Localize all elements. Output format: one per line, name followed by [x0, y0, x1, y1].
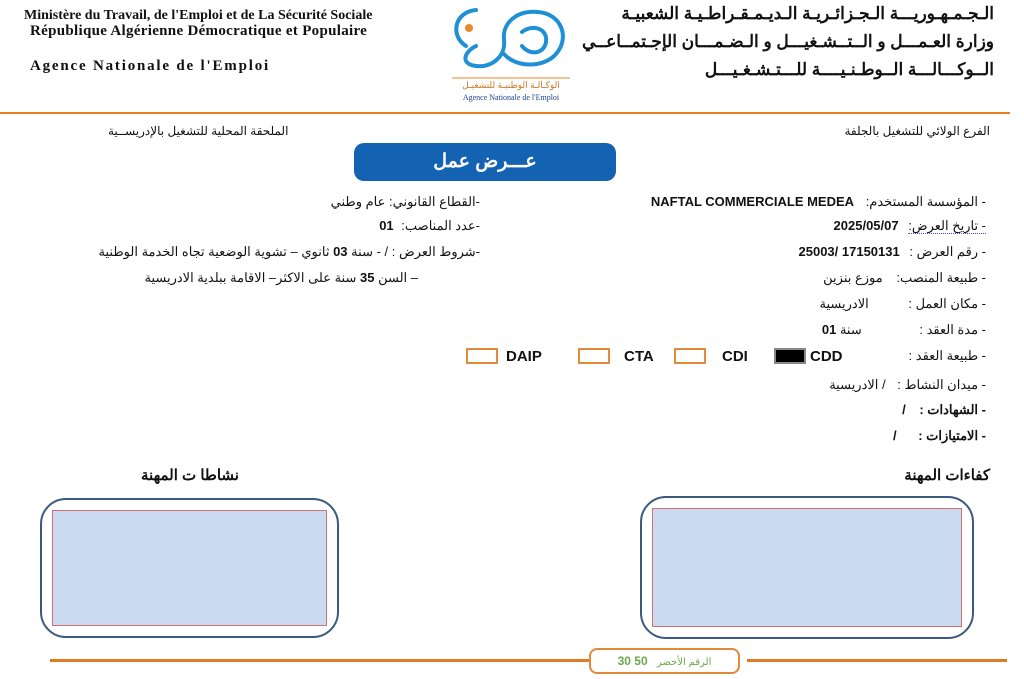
- ministry-name-fr: Ministère du Travail, de l'Emploi et de La Sécurité Sociale: [24, 8, 373, 23]
- field-row: [829, 377, 986, 393]
- activities-box: [40, 498, 339, 638]
- count-row: [379, 218, 480, 234]
- contract-label: - طبيعة العقد :: [908, 348, 986, 363]
- conditions-label: -شروط العرض : / - سنة: [351, 244, 480, 259]
- duration-number: 01: [821, 322, 837, 337]
- conditions-line1: [99, 244, 481, 260]
- ministry-name-ar: وزارة العـمـــل و الــتــشـغيـــل و الـضـمـــان الإجـتمــاعــي: [582, 32, 994, 51]
- footer-divider-right: [747, 659, 1007, 662]
- skills-box: [640, 496, 974, 639]
- agency-name-ar: الــوكـــالـــة الــوطـنـيــــة للـــتـشـغـيـــل: [704, 60, 994, 79]
- conditions-years: 03: [333, 244, 348, 259]
- local-annex: الملحقة المحلية للتشغيل بالإدريســية: [108, 124, 289, 138]
- logo-caption-ar: الوكـالـة الوطنيـة للتشغيـل: [462, 80, 560, 90]
- label-daip: DAIP: [506, 348, 542, 365]
- checkbox-cdd[interactable]: [774, 348, 806, 364]
- activities-box-content: [52, 510, 327, 626]
- ref-value: 25003/ 17150131: [798, 244, 900, 259]
- skills-box-content: [652, 508, 962, 627]
- page-title: عـــرض عمل: [354, 143, 616, 181]
- regional-branch: الفرع الولائي للتشغيل بالجلفة: [844, 124, 990, 138]
- activities-title: نشاطا ت المهنة: [141, 467, 239, 484]
- label-cta: CTA: [624, 348, 654, 365]
- green-number-label: الرقم الأخضر: [656, 657, 712, 668]
- green-number-badge: [589, 648, 740, 674]
- post-value: موزع بنزين: [823, 270, 883, 285]
- place-value: الادريسية: [819, 296, 869, 311]
- duration-label: - مدة العقد :: [919, 322, 986, 337]
- conditions-line2: [144, 270, 418, 286]
- agency-name-fr: Agence Nationale de l'Emploi: [30, 58, 270, 74]
- ref-row: [799, 244, 987, 260]
- footer-divider-left: [50, 659, 590, 662]
- count-value: 01: [379, 218, 394, 233]
- priv-value: /: [892, 428, 897, 443]
- header-divider: [0, 112, 1010, 114]
- employer-row: [651, 194, 986, 210]
- label-cdi: CDI: [722, 348, 748, 365]
- logo-caption-fr: Agence Nationale de l'Emploi: [462, 93, 560, 102]
- count-label: -عدد المناصب:: [401, 218, 480, 233]
- priv-row: [893, 428, 986, 444]
- cert-row: [902, 402, 986, 418]
- post-row: [823, 270, 986, 286]
- date-value: 2025/05/07: [833, 218, 899, 233]
- green-number-value: 30 50: [617, 654, 648, 668]
- sector-row: [331, 194, 480, 210]
- duration-row: [822, 322, 986, 338]
- conditions-text2: سنة على الاكثر– الاقامة ببلدية الادريسية: [144, 270, 357, 285]
- field-value: / الادريسية: [829, 377, 886, 392]
- employer-label: - المؤسسة المستخدم:: [865, 194, 986, 209]
- checkbox-daip[interactable]: [466, 348, 498, 364]
- date-label: - تاريخ العرض:: [908, 218, 986, 233]
- checkbox-cdi[interactable]: [674, 348, 706, 364]
- conditions-text1: ثانوي – تشوية الوضعية تجاه الخدمة الوطنية: [98, 244, 330, 259]
- ref-label: - رقم العرض :: [909, 244, 986, 259]
- conditions-age: 35: [359, 270, 375, 285]
- sector-value: عام وطني: [330, 194, 386, 209]
- employer-value: NAFTAL COMMERCIALE MEDEA: [650, 194, 855, 209]
- checkbox-cta[interactable]: [578, 348, 610, 364]
- field-label: - ميدان النشاط :: [897, 377, 986, 392]
- duration-unit: سنة: [839, 322, 862, 337]
- conditions-age-label: – السن: [378, 270, 418, 285]
- label-cdd: CDD: [810, 348, 843, 365]
- sector-label: -القطاع القانوني:: [389, 194, 480, 209]
- skills-title: كفاءات المهنة: [904, 467, 990, 484]
- cert-label: - الشهادات :: [919, 402, 986, 417]
- place-row: [820, 296, 986, 312]
- post-label: - طبيعة المنصب:: [896, 270, 986, 285]
- priv-label: - الامتيازات :: [918, 428, 986, 443]
- place-label: - مكان العمل :: [908, 296, 986, 311]
- date-row: [834, 218, 986, 234]
- cert-value: /: [902, 402, 906, 417]
- republic-name-fr: République Algérienne Démocratique et Populaire: [30, 23, 368, 39]
- republic-name-ar: الـجـمـهـوريـــة الـجـزائـريـة الـديـمـقـراطـيـة الشعبيـة: [621, 4, 994, 23]
